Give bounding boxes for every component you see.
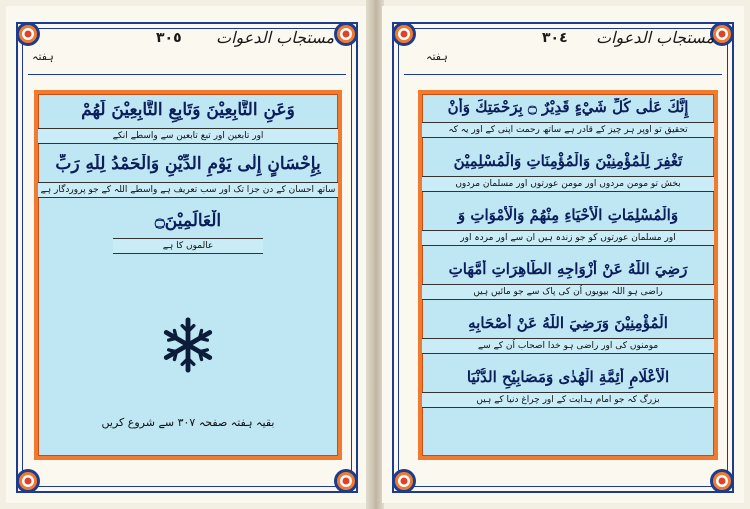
text-panel	[34, 90, 342, 460]
header-rule	[28, 74, 346, 75]
verse-line: وَالْمُسْلِمَاتِ الْأَحْيَاءِ مِنْهُمْ وَالْأَمْوَاتِ وَ	[457, 206, 679, 224]
verse-line: رَضِيَ اللّٰهُ عَنْ أَزْوَاجِهِ الطَّاهِرَاتِ أُمَّهَاتِ	[448, 260, 688, 278]
book-title: مستجاب الدعوات	[596, 28, 715, 47]
verse-line: الْأَعْلَامِ أَئِمَّةِ الْهُدٰى وَمَصَابِيْحِ الدُّنْيَا	[466, 368, 670, 386]
rosette-icon	[332, 20, 360, 48]
page-number: ٣٠٤	[542, 30, 568, 46]
continuation-note: بقیہ ہفتہ صفحہ ۳۰۷ سے شروع کریں	[101, 416, 275, 429]
header-rule	[404, 74, 722, 75]
snowflake-icon	[159, 316, 217, 374]
translation-line: مومنوں کی اور راضی ہو خدا اصحاب اُن کے سے	[422, 338, 714, 354]
translation-line: راضی ہو اللہ بیویوں اُن کی پاک سے جو مائیں ہیں	[422, 284, 714, 300]
verse-line: وَعَنِ التَّابِعِيْنَ وَتَابِعِ التَّابِعِيْنَ لَهُمْ	[81, 100, 295, 120]
rosette-icon	[708, 467, 736, 495]
verse-line: الْعَالَمِيْنَ۝	[154, 211, 222, 231]
rosette-icon	[332, 467, 360, 495]
verse-line: تَغْفِرَ لِلْمُؤْمِنِيْنَ وَالْمُؤْمِنَاتِ وَالْمُسْلِمِيْنَ	[453, 152, 683, 170]
translation-line: بخش تو مومن مردوں اور مومن عورتوں اور مسلمان مردوں	[422, 176, 714, 192]
book-title: مستجاب الدعوات	[216, 28, 335, 47]
text-panel	[418, 90, 718, 460]
rosette-icon	[14, 467, 42, 495]
left-page	[6, 6, 368, 503]
translation-line: اور تابعین اور تبع تابعین سے واسطے انکے	[38, 128, 338, 144]
right-page	[382, 6, 744, 503]
translation-line: عالموں کا ہے	[113, 238, 263, 254]
verse-line: إِنَّكَ عَلٰى كُلِّ شَيْءٍ قَدِيْرٌ ۝ بِرَحْمَتِكَ وَأَنْ	[447, 98, 689, 116]
translation-line: اور مسلمان عورتوں کو جو زندہ ہیں ان سے اور مردہ اور	[422, 230, 714, 246]
translation-line: بزرگ کہ جو امام ہدایت کے اور چراغ دنیا کے ہیں	[422, 392, 714, 408]
day-label: ہفتہ	[426, 50, 448, 63]
day-label: ہفتہ	[32, 50, 54, 63]
translation-line: ساتھ احسان کے دن جزا تک اور سب تعریف ہے واسطے اللہ کے جو پروردگار ہے	[38, 182, 338, 198]
rosette-icon	[14, 20, 42, 48]
verse-line: بِإِحْسَانٍ إِلٰى يَوْمِ الدِّيْنِ وَالْحَمْدُ لِلّٰهِ رَبِّ	[55, 154, 321, 174]
rosette-icon	[390, 20, 418, 48]
verse-line: الْمُؤْمِنِيْنَ وَرَضِيَ اللّٰهُ عَنْ أَصْحَابِهِ	[468, 314, 668, 332]
page-number: ٣٠٥	[156, 30, 182, 46]
rosette-icon	[390, 467, 418, 495]
translation-line: تحقیق تو اوپر ہر چیز کے قادر ہے ساتھ رحمت اپنی کے اور یہ کہ	[422, 122, 714, 138]
